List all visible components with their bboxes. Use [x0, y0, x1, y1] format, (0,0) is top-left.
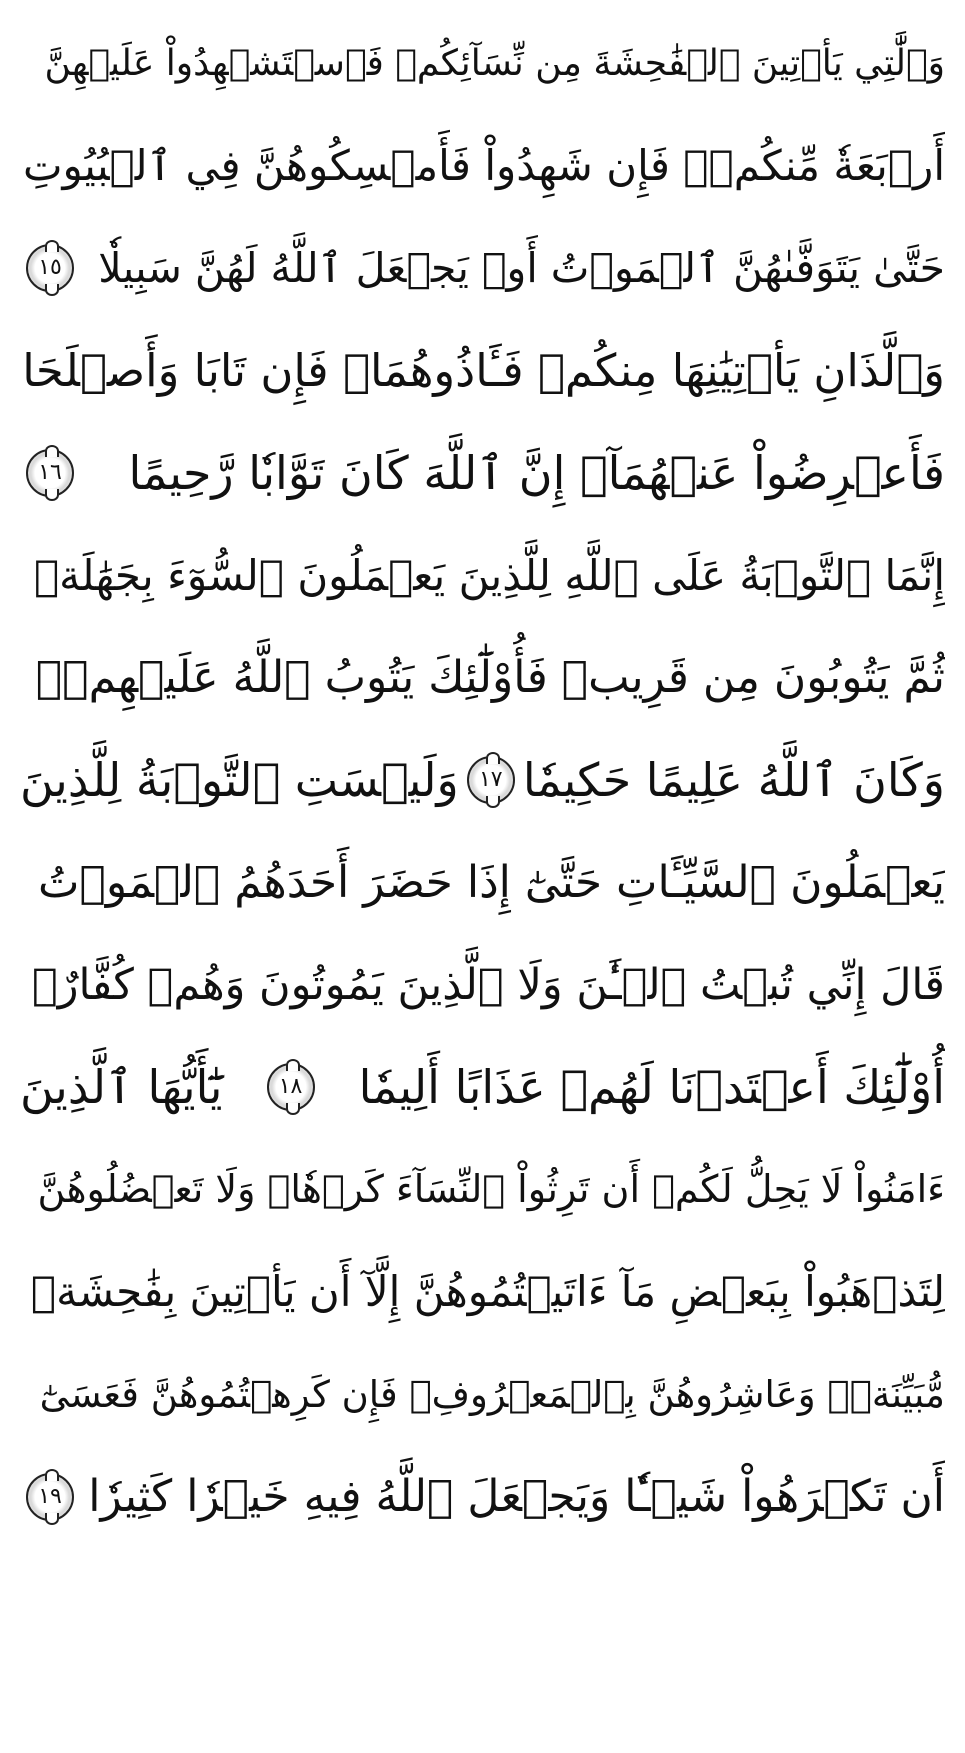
ayah-number: ١٩ — [38, 1483, 62, 1509]
line-text: وَكَانَ ٱللَّهُ عَلِيمًا حَكِيمٗا — [522, 752, 945, 807]
verse-line — [20, 831, 945, 933]
verse-line — [20, 422, 945, 524]
line-text: أَن تَكۡرَهُواْ شَيۡـٔٗا وَيَجۡعَلَ ٱللَّهُ فِيهِ خَيۡرٗا كَثِيرٗا — [88, 1471, 945, 1523]
line-text-continued: وَلَيۡسَتِ ٱلتَّوۡبَةُ لِلَّذِينَ — [20, 752, 459, 807]
line-text: حَتَّىٰ يَتَوَفَّىٰهُنَّ ٱلۡمَوۡتُ أَوۡ يَجۡعَلَ ٱللَّهُ لَهُنَّ سَبِيلٗا — [98, 243, 945, 292]
ayah-end-marker — [26, 1473, 74, 1521]
ayah-end-marker — [467, 756, 515, 804]
verse-line — [20, 934, 945, 1036]
verse-line — [20, 114, 945, 216]
ayah-number: ١٨ — [278, 1074, 303, 1100]
line-text: أُوْلَٰٓئِكَ أَعۡتَدۡنَا لَهُمۡ عَذَابًا أَلِيمٗا — [358, 1060, 945, 1115]
verse-line — [20, 729, 945, 831]
verse-line — [20, 12, 945, 114]
ayah-end-marker — [26, 244, 74, 292]
line-text: وَٱلَّذَانِ يَأۡتِيَٰنِهَا مِنكُمۡ فَـَٔاذُوهُمَاۖ فَإِن تَابَا وَأَصۡلَحَا — [22, 343, 945, 397]
line-text-continued: يَٰٓأَيُّهَا ٱلَّذِينَ — [20, 1060, 223, 1115]
line-text: ثُمَّ يَتُوبُونَ مِن قَرِيبٖ فَأُوْلَٰٓئِكَ يَتُوبُ ٱللَّهُ عَلَيۡهِمۡۗ — [35, 652, 945, 704]
line-text: يَعۡمَلُونَ ٱلسَّيِّـَٔاتِ حَتَّىٰٓ إِذَا حَضَرَ أَحَدَهُمُ ٱلۡمَوۡتُ — [38, 856, 945, 908]
verse-lines — [20, 12, 945, 1548]
line-text: ءَامَنُواْ لَا يَحِلُّ لَكُمۡ أَن تَرِثُواْ ٱلنِّسَآءَ كَرۡهٗاۖ وَلَا تَعۡضُلُوهُنَّ — [37, 1167, 945, 1212]
ayah-end-marker — [26, 449, 74, 497]
verse-line — [20, 1138, 945, 1240]
verse-line — [20, 1343, 945, 1445]
verse-line — [20, 1036, 945, 1138]
line-text: قَالَ إِنِّي تُبۡتُ ٱلۡـَٰٔنَ وَلَا ٱلَّذِينَ يَمُوتُونَ وَهُمۡ كُفَّارٌۚ — [31, 959, 945, 1010]
line-text: وَٱلَّٰتِي يَأۡتِينَ ٱلۡفَٰحِشَةَ مِن نِّسَآئِكُمۡ فَٱسۡتَشۡهِدُواْ عَلَيۡهِنَّ — [44, 42, 945, 84]
ayah-number: ١٦ — [38, 459, 62, 485]
verse-line — [20, 1445, 945, 1547]
verse-line — [20, 1241, 945, 1343]
line-text: لِتَذۡهَبُواْ بِبَعۡضِ مَآ ءَاتَيۡتُمُوهُنَّ إِلَّآ أَن يَأۡتِينَ بِفَٰحِشَةٖ — [30, 1267, 945, 1317]
verse-line — [20, 626, 945, 728]
verse-line — [20, 217, 945, 319]
ayah-number: ١٧ — [478, 766, 503, 792]
ayah-end-marker — [267, 1063, 315, 1111]
line-text: مُّبَيِّنَةٖۚ وَعَاشِرُوهُنَّ بِٱلۡمَعۡرُوفِۚ فَإِن كَرِهۡتُمُوهُنَّ فَعَسَىٰٓ — [39, 1372, 945, 1416]
ayah-number: ١٥ — [38, 254, 62, 280]
line-text: أَرۡبَعَةٗ مِّنكُمۡۖ فَإِن شَهِدُواْ فَأَمۡسِكُوهُنَّ فِي ٱلۡبُيُوتِ — [22, 141, 945, 191]
line-text: إِنَّمَا ٱلتَّوۡبَةُ عَلَى ٱللَّهِ لِلَّذِينَ يَعۡمَلُونَ ٱلسُّوٓءَ بِجَهَٰلَةٖ — [33, 550, 945, 600]
verse-line — [20, 524, 945, 626]
verse-line — [20, 319, 945, 421]
line-text: فَأَعۡرِضُواْ عَنۡهُمَآۗ إِنَّ ٱللَّهَ كَانَ تَوَّابٗا رَّحِيمًا — [128, 445, 945, 500]
